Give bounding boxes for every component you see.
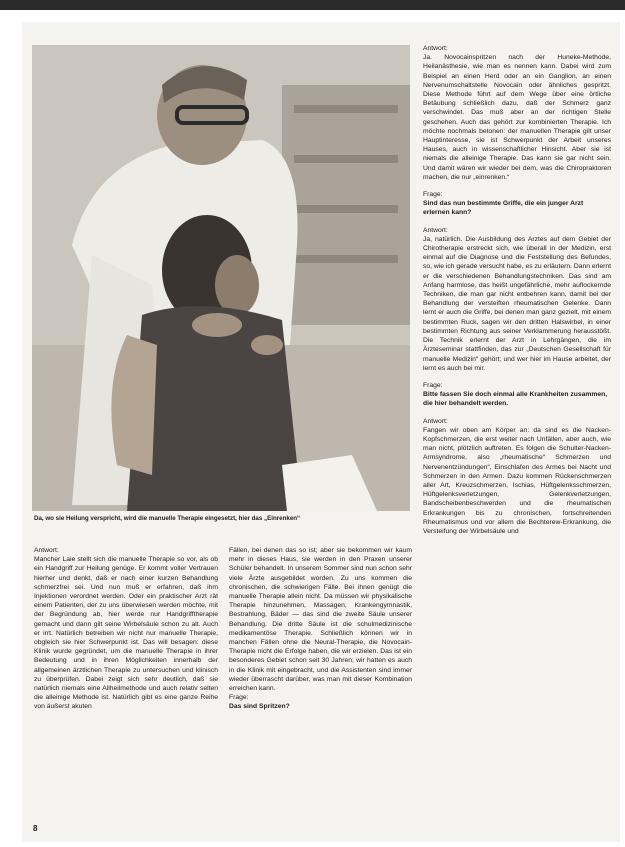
photo-caption: Da, wo sie Heilung verspricht, wird die manuelle Therapie eingesetzt, hier das „Einrenken“	[34, 515, 301, 522]
question-label: Frage:	[229, 694, 249, 702]
photo-doctor-treating-patient	[32, 45, 410, 511]
answer-label: Antwort:	[423, 417, 448, 425]
answer-text: Fangen wir oben am Körper an: da sind es die Nacken-Kopfschmerzen, die erst weiter nach Unfällen, aber auch, wie man nicht, plötzlich auftreten. Es folgen die Schulter-Nacken-Armsyndrome, also „rheumatische“ Schmerzen und Nervenentzündungen“, Einschlafen des Armes bei Nacht und Schmerzen in den Armen. Dazu kommen Rückenschmerzen aller Art, Kreuzschmerzen, Ischias, Hüftgelenksschmerzen, Hüftgelenksverletzungen, Gelenkverletzungen, Bandscheibenbeschwerden und die rheumatischen Erkrankungen bis zu chronischen, fortschreitenden Rheumatismus und vor allem die Bechterew-Erkrankung, die Versteifung der Wirbelsäule und	[423, 426, 611, 535]
page-number: 8	[33, 824, 38, 833]
question-text: Sind das nun bestimmte Griffe, die ein junger Arzt erlernen kann?	[423, 200, 584, 217]
text-column-right	[423, 44, 611, 536]
question-text: Das sind Spritzen?	[229, 703, 290, 711]
question-text: Bitte fassen Sie doch einmal alle Krankheiten zusammen, die hier behandelt werden.	[423, 391, 608, 408]
text-column-left	[34, 546, 218, 712]
answer-text: Mancher Laie stellt sich die manuelle Therapie so vor, als ob ein Handgriff zur Heilung genüge. Er kommt voller Vertrauen hierher und denkt, daß er nach einer kurzen Behandlung schmerzfrei sei. Und nun muß er erfahren, daß ihm Injektionen verordnet werden. Oder ein praktischer Arzt rät einem Patienten, der zu uns überwiesen werden möchte, mit der Begründung ab, hier werde nur Handgrifftherapie gemacht und dann gilt seine Wirbelsäule schon zu alt. Auch er irrt. Natürlich betreiben wir nicht nur manuelle Therapie, obgleich sie hier Schwerpunkt ist. Das will besagen: diese Klinik wurde gegründet, um die manuelle Therapie in ihrer Bedeutung und in ihren Möglichkeiten innerhalb der allgemeinen ärztlichen Therapie zu untersuchen und klinisch zu überprüfen. Dabei zeigt sich sehr deutlich, daß sie natürlich niemals eine Allheilmethode und auch relativ selten die alleinige Methode ist. Natürlich gibt es eine ganze Reihe von äußerst akuten	[34, 556, 218, 711]
answer-label: Antwort:	[423, 45, 448, 52]
text-column-middle	[229, 546, 412, 712]
answer-text: Ja, natürlich. Die Ausbildung des Arztes auf dem Gebiet der Chirotherapie erstreckt sich, wie überall in der Medizin, erst einmal auf die Diagnose und die Feststellung des Befundes, so, wie ich gerade versucht habe, es zu erläutern. Dann erlernt er die verschiedenen Behandlungstechniken. Das sind am Anfang harmlose, das heißt ungefährliche, mehr auflockernde Techniken, die man gar nicht entbehren kann, damit bei der Behandlung der versteiften rheumatischen Gelenke. Dann lernt er auch die Griffe, bei denen man ganz gezielt, mit einem bestimmten Ruck, sagen wir den dritten Halswirbel, in einer bestimmten Richtung aus seiner Verklammerung herausstößt. Die Technik erlernt der Arzt in Lehrgängen, die im Ärzteseminar stattfinden, das zur „Deutschen Gesellschaft für manuelle Medizin“ gehört; und wer hier im Hause arbeitet, der lernt es auch bei mir.	[423, 235, 611, 372]
answer-text: Ja. Novocainspritzen nach der Huneke-Methode, Heilanästhesie, wie man es nennen kann. Dabei wird zum Beispiel an einen Herd oder an ein Ganglion, an einen Nervenumschaltstelle Novocain oder ähnliches gespritzt. Diese Methode führt auf dem Wege über eine örtliche Betäubung schließlich dazu, daß der Schmerz ganz verschwindet. Das muß aber an der richtigen Stelle geschehen. Auch das gehört zur kombinierten Therapie. Ich möchte nochmals betonen: der manuellen Therapie gilt unser Hauptinteresse, sie ist Schwerpunkt der Arbeit unseres Hauses, auch in wissenschaftlicher Hinsicht. Aber sie ist niemals die alleinige Therapie. Das kann sie gar nicht sein. Und damit wären wir wieder bei dem, was die Chiropraktoren machen, die nur „einrenken.“	[423, 54, 611, 181]
question-label: Frage:	[423, 381, 443, 389]
question-label: Frage:	[423, 191, 443, 199]
top-edge-bar	[0, 0, 625, 10]
answer-text-continued: Fällen, bei denen das so ist; aber sie bekommen wir kaum mehr in dieses Haus, sie werden in den Praxen unserer Schüler behandelt. In unserem Sommer sind nun schon sehr viele Ärzte ausgebildet worden. Zu uns kommen die chronischen, die schwierigen Fälle. Bei ihnen genügt die manuelle Therapie allein nicht. Da müssen wir physikalische Therapie hinzunehmen, Massagen, Krankengymnastik, Bestrahlung, Bäder — das sind die zweite Säule unserer Behandlung. Die dritte Säule ist die schulmedizinische medikamentöse Therapie. Schließlich können wir in manchen Fällen ohne die Neural-Therapie, die Novocain-Therapie nicht die Erfolge haben, die wir erzielen. Das ist ein besonderes Gebiet schon seit 30 Jahren; wir hatten es auch in die Klinik mit eingebracht, und die Assistenten sind immer wieder überrascht darüber, was man mit dieser Kombination erreichen kann.	[229, 547, 412, 693]
answer-label: Antwort:	[34, 547, 59, 554]
photo-illustration	[32, 45, 410, 511]
answer-label: Antwort:	[423, 226, 448, 234]
